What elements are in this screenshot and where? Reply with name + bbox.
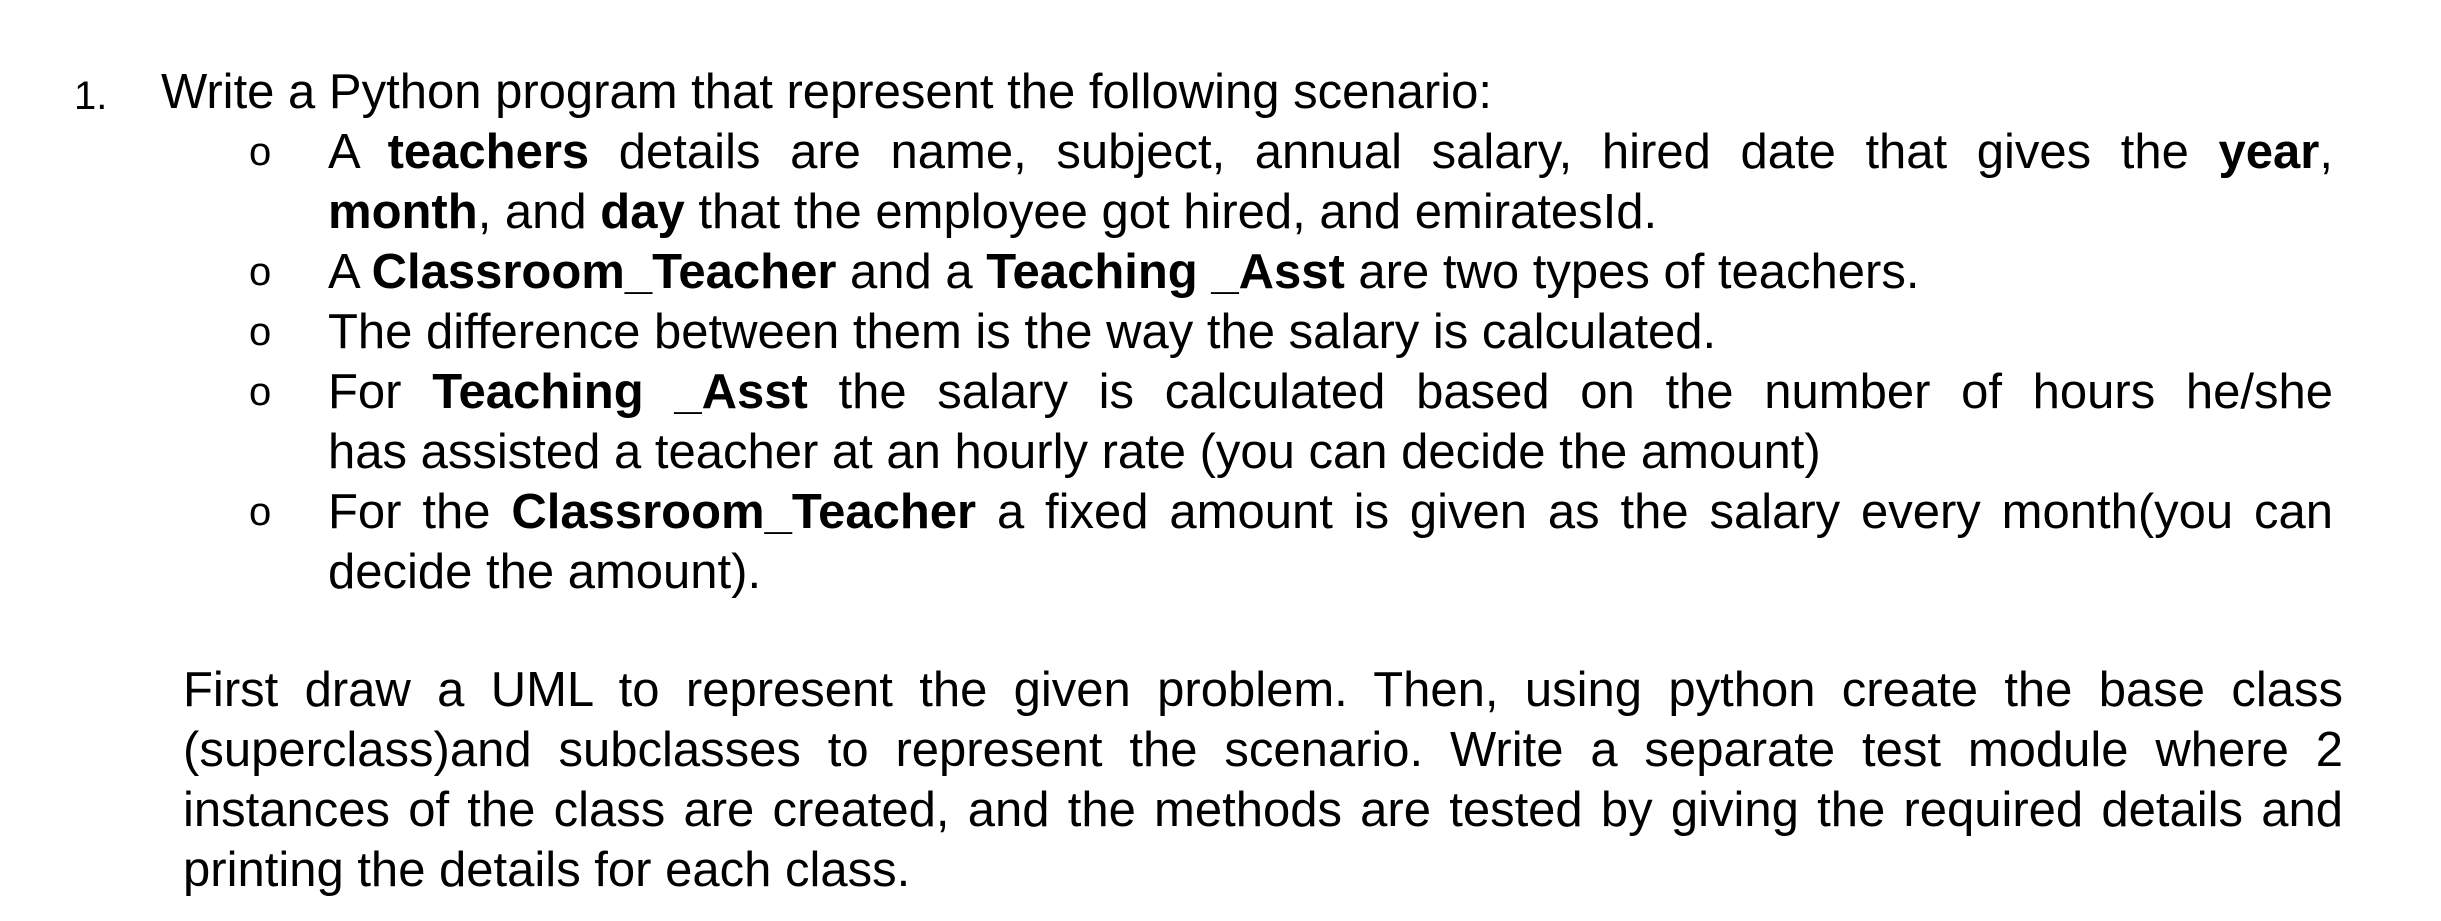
paragraph-line: printing the details for each class.: [183, 843, 911, 897]
bullet-text: [328, 242, 2333, 302]
text-line: decide the amount).: [328, 545, 762, 599]
text-line: month, and day that the employee got hired, and emiratesId.: [328, 185, 1658, 239]
text-line: A Classroom_Teacher and a Teaching _Asst are two types of teachers.: [328, 245, 1920, 299]
requirements-list: [0, 122, 2441, 602]
text-line: A teachers details are name, subject, annual salary, hired date that gives the year,: [328, 125, 2333, 179]
instructions-paragraph: [183, 660, 2343, 900]
bullet-text: [328, 362, 2333, 482]
bold-term: year: [2218, 125, 2320, 179]
list-item: [0, 482, 2441, 602]
bullet-marker: o: [249, 250, 272, 294]
paragraph-line: First draw a UML to represent the given problem. Then, using python create the base class: [183, 663, 2343, 717]
text-line: has assisted a teacher at an hourly rate (you can decide the amount): [328, 425, 1821, 479]
bullet-marker: o: [249, 310, 272, 354]
list-item: [0, 122, 2441, 242]
bullet-marker: o: [249, 490, 272, 534]
question-number: 1.: [74, 74, 108, 118]
bullet-text: [328, 302, 2333, 362]
bullet-text: [328, 482, 2333, 602]
paragraph-line: (superclass)and subclasses to represent the scenario. Write a separate test module where 2: [183, 723, 2343, 777]
bullet-text: [328, 122, 2333, 242]
bold-term: Classroom_Teacher: [371, 245, 837, 299]
question-heading: Write a Python program that represent the following scenario:: [161, 65, 1492, 119]
bullet-marker: o: [249, 130, 272, 174]
bold-term: teachers: [387, 125, 590, 179]
bold-term: Teaching _Asst: [432, 365, 808, 419]
bold-term: month: [328, 185, 478, 239]
text-line: For Teaching _Asst the salary is calculated based on the number of hours he/she: [328, 365, 2333, 419]
paragraph-line: instances of the class are created, and the methods are tested by giving the required details and: [183, 783, 2343, 837]
bold-term: Classroom_Teacher: [511, 485, 977, 539]
bold-term: day: [600, 185, 685, 239]
list-item: [0, 242, 2441, 302]
bold-term: Teaching _Asst: [986, 245, 1345, 299]
list-item: [0, 302, 2441, 362]
list-item: [0, 362, 2441, 482]
text-line: For the Classroom_Teacher a fixed amount is given as the salary every month(you can: [328, 485, 2333, 539]
bullet-marker: o: [249, 370, 272, 414]
text-line: The difference between them is the way the salary is calculated.: [328, 305, 1717, 359]
